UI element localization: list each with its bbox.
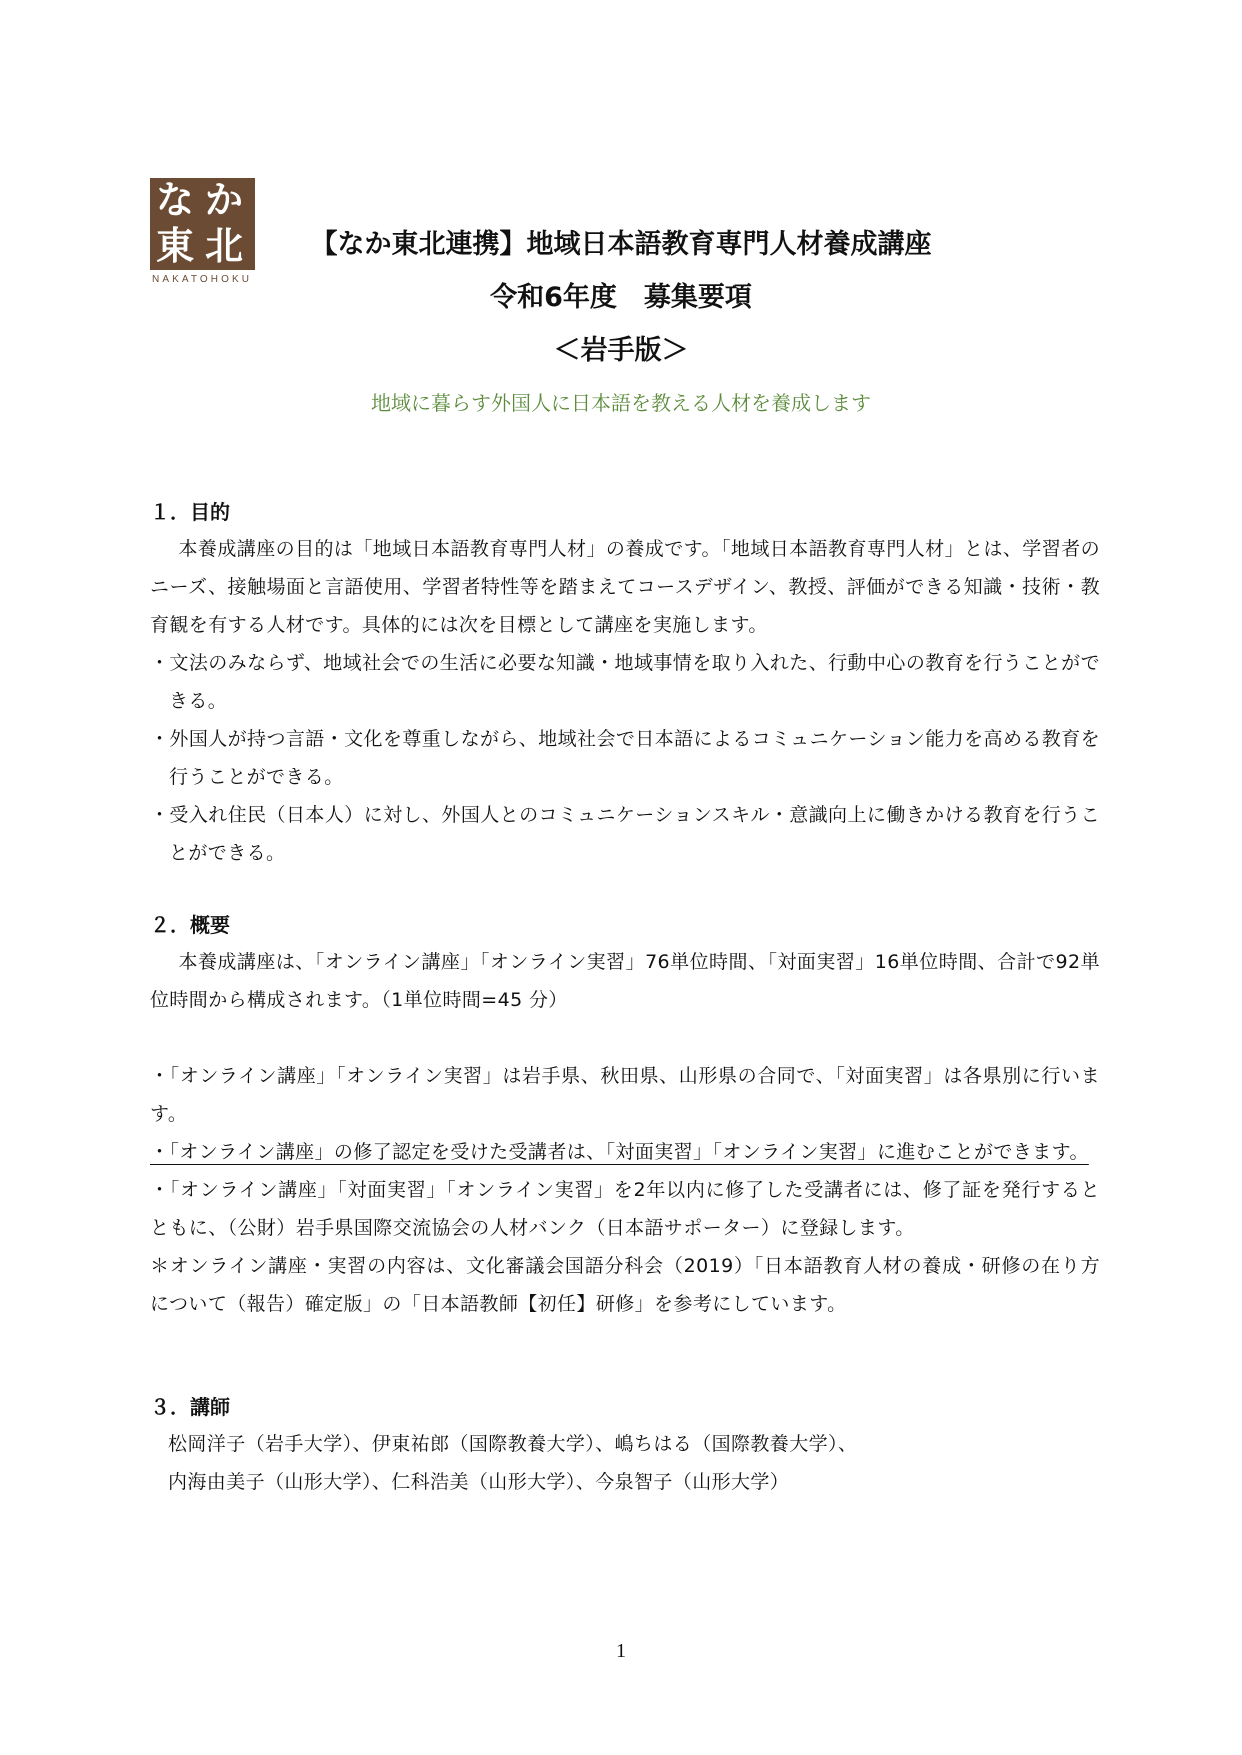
section-2-bullet-2-text: ・「オンライン講座」の修了認定を受けた受講者は、「対面実習」「オンライン実習」に進むことができます。 — [150, 1141, 1089, 1163]
section-instructors — [150, 1393, 1100, 1501]
section-2-bullet-3: ・「オンライン講座」「対面実習」「オンライン実習」を2年以内に修了した受講者には、修了証を発行するとともに、（公財）岩手県国際交流協会の人材バンク（日本語サポーター）に登録します。 — [150, 1179, 1100, 1239]
title-line-2: 令和6年度 募集要項 — [490, 282, 752, 313]
section-overview — [150, 911, 1100, 1323]
instructors-line-1: 松岡洋子（岩手大学）、伊東祐郎（国際教養大学）、嶋ちはる（国際教養大学）、 — [168, 1433, 858, 1455]
logo-wordmark: NAKATOHOKU — [152, 274, 253, 285]
page-number: 1 — [616, 1640, 626, 1662]
section-2-heading: ２．概要 — [150, 913, 230, 937]
title-line-3: ＜岩手版＞ — [553, 335, 689, 366]
section-1-bullet-3: ・受入れ住民（日本人）に対し、外国人とのコミュニケーションスキル・意識向上に働きかける教育を行うことができる。 — [150, 804, 1100, 864]
title-line-1: 【なか東北連携】地域日本語教育専門人材養成講座 — [310, 229, 932, 260]
section-3-heading: ３．講師 — [150, 1395, 230, 1419]
instructors-line-2: 内海由美子（山形大学）、仁科浩美（山形大学）、今泉智子（山形大学） — [168, 1471, 790, 1493]
section-1-bullet-1: ・文法のみならず、地域社会での生活に必要な知識・地域事情を取り入れた、行動中心の教育を行うことができる。 — [150, 652, 1100, 712]
section-2-bullet-2 — [150, 1133, 1100, 1171]
section-2-intro: 本養成講座は、「オンライン講座」「オンライン実習」76単位時間、「対面実習」16単位時間、合計で92単位時間から構成されます。（1単位時間=45 分） — [150, 951, 1100, 1011]
section-2-bullet-1: ・「オンライン講座」「オンライン実習」は岩手県、秋田県、山形県の合同で、「対面実習」は各県別に行います。 — [150, 1065, 1100, 1125]
subtitle: 地域に暮らす外国人に日本語を教える人材を養成します — [371, 391, 871, 415]
section-1-bullet-2: ・外国人が持つ言語・文化を尊重しながら、地域社会で日本語によるコミュニケーション能力を高める教育を行うことができる。 — [150, 728, 1100, 788]
section-1-intro: 本養成講座の目的は「地域日本語教育専門人材」の養成です。「地域日本語教育専門人材」とは、学習者のニーズ、接触場面と言語使用、学習者特性等を踏まえてコースデザイン、教授、評価ができる知識・技術・教育観を有する人材です。具体的には次を目標として講座を実施します。 — [150, 538, 1100, 636]
logo-char-na: な — [156, 178, 195, 222]
section-2-note: ＊オンライン講座・実習の内容は、文化審議会国語分科会（2019）「日本語教育人材の養成・研修の在り方について（報告）確定版」の「日本語教師【初任】研修」を参考にしています。 — [150, 1255, 1100, 1315]
logo-char-kita: 北 — [205, 224, 244, 268]
logo-char-higashi: 東 — [156, 224, 195, 268]
logo-char-ka: か — [205, 178, 244, 222]
document-title — [0, 218, 1242, 377]
section-1-heading: １．目的 — [150, 500, 230, 524]
section-purpose — [150, 498, 1100, 872]
